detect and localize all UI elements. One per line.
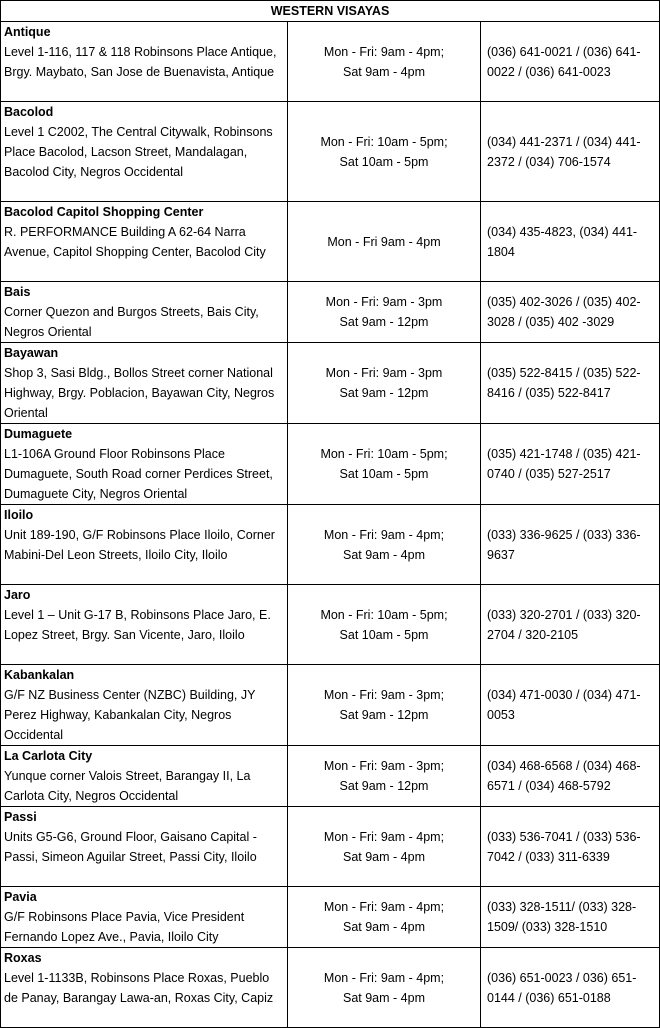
branch-address: Shop 3, Sasi Bldg., Bollos Street corner National Highway, Brgy. Poblacion, Bayawan City, Negros Oriental bbox=[4, 366, 275, 420]
branch-address: Level 1 – Unit G-17 B, Robinsons Place Jaro, E. Lopez Street, Brgy. San Vicente, Jaro, Iloilo bbox=[4, 608, 271, 642]
branch-name: Kabankalan bbox=[4, 668, 75, 682]
branch-address: Yunque corner Valois Street, Barangay II, La Carlota City, Negros Occidental bbox=[4, 769, 251, 803]
table-row bbox=[1, 102, 660, 202]
hours-line: Mon - Fri: 9am - 3pm bbox=[325, 366, 443, 380]
hours-line: Sat 9am - 12pm bbox=[339, 708, 429, 722]
branch-name: Jaro bbox=[4, 588, 31, 602]
hours-cell bbox=[288, 665, 481, 746]
hours-line: Sat 9am - 4pm bbox=[343, 990, 425, 1005]
branch-cell bbox=[1, 665, 288, 746]
branch-cell bbox=[1, 746, 288, 807]
phone-cell: (033) 320-2701 / (033) 320-2704 / 320-2105 bbox=[481, 585, 660, 665]
phone-cell: (033) 536-7041 / (033) 536-7042 / (033) 311-6339 bbox=[481, 807, 660, 887]
branch-name: Pavia bbox=[4, 890, 37, 904]
hours-line: Mon - Fri: 9am - 3pm; bbox=[323, 688, 445, 702]
hours-line: Sat 9am - 12pm bbox=[339, 779, 429, 793]
hours-cell bbox=[288, 807, 481, 887]
hours-cell bbox=[288, 746, 481, 807]
hours-line: Mon - Fri: 9am - 4pm; bbox=[323, 900, 445, 914]
hours-line: Mon - Fri: 9am - 3pm; bbox=[323, 759, 445, 773]
phone-cell: (035) 421-1748 / (035) 421-0740 / (035) 527-2517 bbox=[481, 424, 660, 505]
phone-cell: (036) 651-0023 / 036) 651-0144 / (036) 651-0188 bbox=[481, 948, 660, 1028]
hours-line: Mon - Fri: 10am - 5pm; bbox=[320, 134, 448, 149]
table-row bbox=[1, 424, 660, 505]
branch-name: Passi bbox=[4, 810, 37, 824]
phone-cell: (035) 402-3026 / (035) 402-3028 / (035) 402 -3029 bbox=[481, 282, 660, 343]
hours-line: Mon - Fri: 9am - 3pm bbox=[325, 295, 443, 309]
table-header-row bbox=[1, 1, 660, 22]
phone-cell: (033) 328-1511/ (033) 328-1509/ (033) 328-1510 bbox=[481, 887, 660, 948]
hours-line: Sat 9am - 12pm bbox=[339, 386, 429, 400]
branch-cell bbox=[1, 505, 288, 585]
hours-line: Mon - Fri: 9am - 4pm; bbox=[323, 44, 445, 59]
phone-cell: (034) 471-0030 / (034) 471-0053 bbox=[481, 665, 660, 746]
hours-line: Mon - Fri: 9am - 4pm; bbox=[323, 970, 445, 985]
hours-line: Mon - Fri: 9am - 4pm; bbox=[323, 829, 445, 844]
hours-cell bbox=[288, 887, 481, 948]
branch-address: G/F NZ Business Center (NZBC) Building, JY Perez Highway, Kabankalan City, Negros Occidental bbox=[4, 688, 256, 742]
table-row bbox=[1, 343, 660, 424]
branch-cell bbox=[1, 22, 288, 102]
branch-name: Iloilo bbox=[4, 508, 34, 522]
hours-cell bbox=[288, 505, 481, 585]
branch-address: Level 1-116, 117 & 118 Robinsons Place Antique, Brgy. Maybato, San Jose de Buenavista, Antique bbox=[4, 45, 277, 79]
branch-address: L1-106A Ground Floor Robinsons Place Dumaguete, South Road corner Perdices Street, Dumaguete City, Negros Oriental bbox=[4, 447, 273, 501]
table-row bbox=[1, 282, 660, 343]
branch-name: Bacolod bbox=[4, 105, 54, 119]
phone-cell: (034) 435-4823, (034) 441-1804 bbox=[481, 202, 660, 282]
branch-name: Roxas bbox=[4, 951, 42, 965]
branch-cell bbox=[1, 585, 288, 665]
region-title: WESTERN VISAYAS bbox=[1, 1, 660, 22]
branch-address: Level 1 C2002, The Central Citywalk, Robinsons Place Bacolod, Lacson Street, Mandalagan, Bacolod City, Negros Occidental bbox=[4, 125, 273, 179]
hours-line: Sat 10am - 5pm bbox=[339, 154, 429, 169]
branch-address: Corner Quezon and Burgos Streets, Bais City, Negros Oriental bbox=[4, 305, 259, 339]
branch-name: La Carlota City bbox=[4, 749, 93, 763]
table-row bbox=[1, 585, 660, 665]
hours-cell bbox=[288, 343, 481, 424]
hours-line: Sat 9am - 12pm bbox=[339, 315, 429, 329]
branch-address: Units G5-G6, Ground Floor, Gaisano Capital - Passi, Simeon Aguilar Street, Passi City, Iloilo bbox=[4, 830, 257, 864]
hours-cell bbox=[288, 22, 481, 102]
hours-line: Sat 9am - 4pm bbox=[343, 920, 425, 934]
phone-cell: (033) 336-9625 / (033) 336-9637 bbox=[481, 505, 660, 585]
branch-cell bbox=[1, 282, 288, 343]
hours-line: Sat 10am - 5pm bbox=[339, 467, 429, 481]
branch-name: Bayawan bbox=[4, 346, 59, 360]
table-body bbox=[1, 22, 660, 1028]
branch-address: Unit 189-190, G/F Robinsons Place Iloilo, Corner Mabini-Del Leon Streets, Iloilo City, Iloilo bbox=[4, 528, 275, 562]
table-row bbox=[1, 948, 660, 1028]
table-row bbox=[1, 202, 660, 282]
table-row bbox=[1, 505, 660, 585]
branch-cell bbox=[1, 948, 288, 1028]
branch-cell bbox=[1, 887, 288, 948]
phone-cell: (034) 441-2371 / (034) 441-2372 / (034) 706-1574 bbox=[481, 102, 660, 202]
branch-name: Bais bbox=[4, 285, 31, 299]
phone-cell: (035) 522-8415 / (035) 522-8416 / (035) 522-8417 bbox=[481, 343, 660, 424]
table-row bbox=[1, 746, 660, 807]
branch-address: Level 1-1133B, Robinsons Place Roxas, Pueblo de Panay, Barangay Lawa-an, Roxas City, Capiz bbox=[4, 971, 274, 1005]
phone-cell: (036) 641-0021 / (036) 641-0022 / (036) 641-0023 bbox=[481, 22, 660, 102]
hours-cell bbox=[288, 948, 481, 1028]
branch-address: G/F Robinsons Place Pavia, Vice President Fernando Lopez Ave., Pavia, Iloilo City bbox=[4, 910, 245, 944]
branch-cell bbox=[1, 343, 288, 424]
branch-name: Antique bbox=[4, 25, 51, 39]
branch-cell bbox=[1, 102, 288, 202]
table-row bbox=[1, 22, 660, 102]
hours-line: Mon - Fri 9am - 4pm bbox=[327, 234, 441, 249]
branch-address: R. PERFORMANCE Building A 62-64 Narra Avenue, Capitol Shopping Center, Bacolod City bbox=[4, 225, 266, 259]
branch-cell bbox=[1, 424, 288, 505]
table-row bbox=[1, 665, 660, 746]
hours-cell bbox=[288, 202, 481, 282]
hours-cell bbox=[288, 424, 481, 505]
branch-name: Bacolod Capitol Shopping Center bbox=[4, 205, 204, 219]
branch-cell bbox=[1, 202, 288, 282]
table-row bbox=[1, 887, 660, 948]
hours-line: Sat 9am - 4pm bbox=[343, 849, 425, 864]
hours-line: Mon - Fri: 10am - 5pm; bbox=[320, 607, 448, 622]
hours-line: Mon - Fri: 10am - 5pm; bbox=[320, 447, 448, 461]
hours-line: Sat 9am - 4pm bbox=[343, 547, 425, 562]
branch-name: Dumaguete bbox=[4, 427, 73, 441]
table-row bbox=[1, 807, 660, 887]
phone-cell: (034) 468-6568 / (034) 468-6571 / (034) 468-5792 bbox=[481, 746, 660, 807]
hours-line: Sat 10am - 5pm bbox=[339, 627, 429, 642]
hours-line: Mon - Fri: 9am - 4pm; bbox=[323, 527, 445, 542]
branch-cell bbox=[1, 807, 288, 887]
hours-cell bbox=[288, 102, 481, 202]
hours-cell bbox=[288, 585, 481, 665]
hours-line: Sat 9am - 4pm bbox=[343, 64, 425, 79]
hours-cell bbox=[288, 282, 481, 343]
